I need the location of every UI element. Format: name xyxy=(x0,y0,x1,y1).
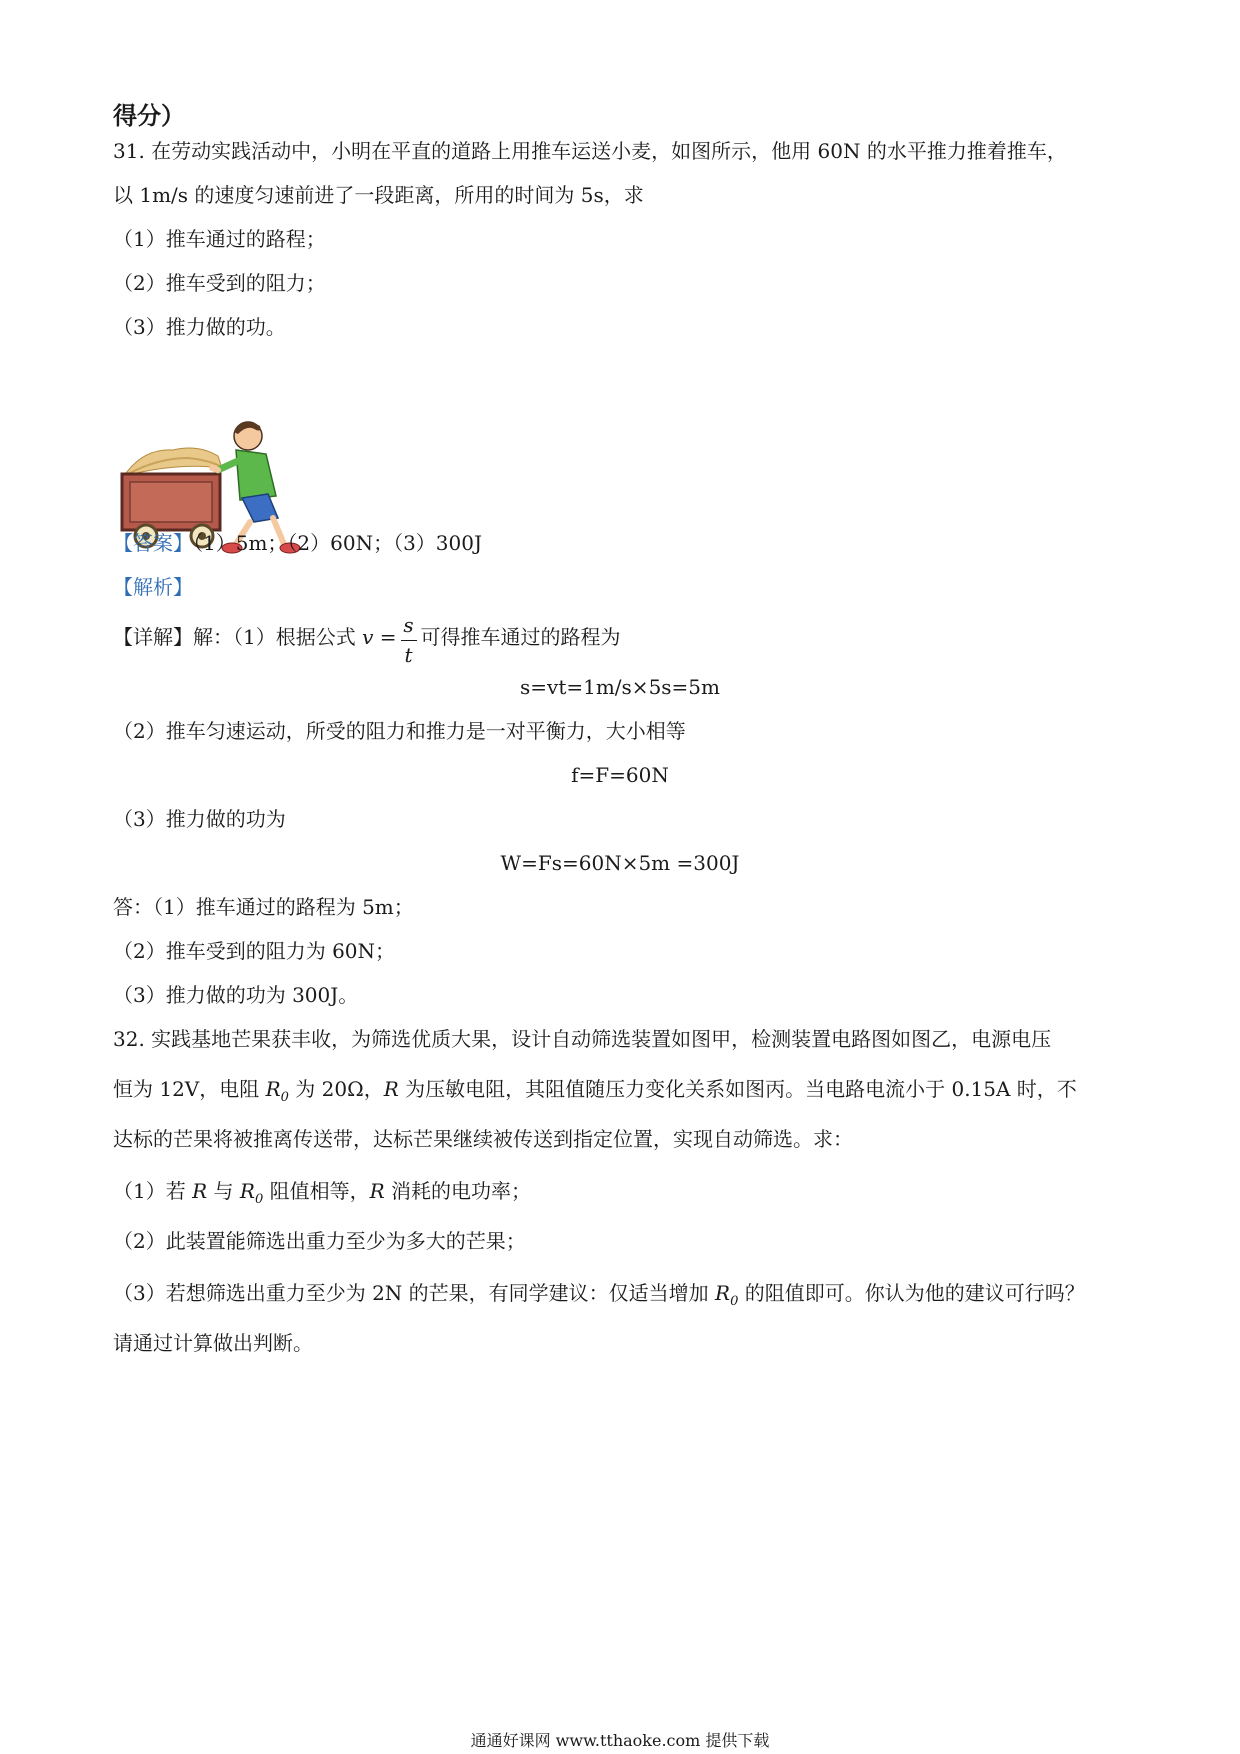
q32-item1 xyxy=(113,1177,531,1214)
q32-line2 xyxy=(113,1075,1077,1112)
q32-line2-a: 恒为 12V，电阻 xyxy=(113,1077,266,1101)
symbol-R0 xyxy=(715,1281,739,1309)
q32-item1-d: 消耗的电功率； xyxy=(384,1179,531,1203)
detail-intro xyxy=(113,612,621,667)
detail-part2: （2）推车匀速运动，所受的阻力和推力是一对平衡力，大小相等 xyxy=(113,719,686,743)
q32-item1-b: 与 xyxy=(207,1179,240,1203)
q32-line2-b: 为 20Ω， xyxy=(288,1077,384,1101)
subscript-0: 0 xyxy=(254,1192,264,1207)
symbol-R: R xyxy=(715,1281,731,1305)
formula-fraction xyxy=(401,612,417,667)
formula-numerator: s xyxy=(403,612,414,637)
q31-item1: （1）推车通过的路程； xyxy=(113,227,326,251)
symbol-R: R xyxy=(239,1179,255,1203)
symbol-R0 xyxy=(239,1179,264,1207)
equation-distance-text: s=vt=1m/s×5s=5m xyxy=(520,675,720,699)
q32-item3-continuation: 请通过计算做出判断。 xyxy=(113,1331,313,1355)
detail-intro-after: 可得推车通过的路程为 xyxy=(420,625,621,649)
symbol-R: R xyxy=(383,1077,399,1101)
detail-intro-before: 解：（1）根据公式 xyxy=(193,625,356,649)
q32-item3-a: （3）若想筛选出重力至少为 2N 的芒果，有同学建议：仅适当增加 xyxy=(113,1281,716,1305)
conclusion-2: （2）推车受到的阻力为 60N； xyxy=(113,939,396,963)
conclusion-1: 答：（1）推车通过的路程为 5m； xyxy=(113,895,414,919)
equation-work-text: W=Fs=60N×5m =300J xyxy=(500,851,740,875)
equation-work xyxy=(0,849,1240,877)
symbol-R: R xyxy=(265,1077,281,1101)
subscript-0: 0 xyxy=(730,1294,739,1309)
equation-distance xyxy=(0,673,1240,701)
q32-item1-a: （1）若 xyxy=(113,1179,193,1203)
formula-denominator: t xyxy=(404,642,413,667)
answer-text: （1）5m；（2）60N；（3）300J xyxy=(193,531,483,555)
symbol-R: R xyxy=(192,1179,208,1203)
detail-part3: （3）推力做的功为 xyxy=(113,807,286,831)
q31-item2: （2）推车受到的阻力； xyxy=(113,271,326,295)
equation-force xyxy=(0,761,1240,789)
footer-source: 通通好课网 www.tthaoke.com 提供下载 xyxy=(470,1731,770,1750)
q32-line2-c: 为压敏电阻，其阻值随压力变化关系如图丙。当电路电流小于 0.15A 时，不 xyxy=(398,1077,1077,1101)
subscript-0: 0 xyxy=(280,1090,289,1105)
answer-label: 【答案】 xyxy=(113,531,193,555)
q32-item2: （2）此装置能筛选出重力至少为多大的芒果； xyxy=(113,1229,526,1253)
analysis-label: 【解析】 xyxy=(113,575,193,599)
detail-label: 【详解】 xyxy=(113,625,193,649)
q32-item1-c: 阻值相等， xyxy=(263,1179,370,1203)
q31-item3: （3）推力做的功。 xyxy=(113,315,286,339)
q32-item3-b: 的阻值即可。你认为他的建议可行吗？ xyxy=(738,1281,1085,1305)
conclusion-3: （3）推力做的功为 300J。 xyxy=(113,983,359,1007)
q32-line3: 达标的芒果将被推离传送带，达标芒果继续被传送到指定位置，实现自动筛选。求： xyxy=(113,1127,853,1151)
q32-line1: 32. 实践基地芒果获丰收，为筛选优质大果，设计自动筛选装置如图甲，检测装置电路图如图乙，电源电压 xyxy=(113,1027,1052,1051)
equation-force-text: f=F=60N xyxy=(571,763,669,787)
formula-v: v xyxy=(362,625,374,649)
q32-item3 xyxy=(113,1279,1085,1316)
symbol-R0 xyxy=(265,1077,289,1105)
q31-line2: 以 1m/s 的速度匀速前进了一段距离，所用的时间为 5s，求 xyxy=(113,183,644,207)
answer-block xyxy=(113,529,482,557)
page-header-fragment: 得分） xyxy=(113,101,185,130)
q31-line1: 31. 在劳动实践活动中，小明在平直的道路上用推车运送小麦，如图所示，他用 60N 的水平推力推着推车， xyxy=(113,139,1067,163)
formula-eq: = xyxy=(379,625,397,649)
symbol-R: R xyxy=(369,1179,385,1203)
